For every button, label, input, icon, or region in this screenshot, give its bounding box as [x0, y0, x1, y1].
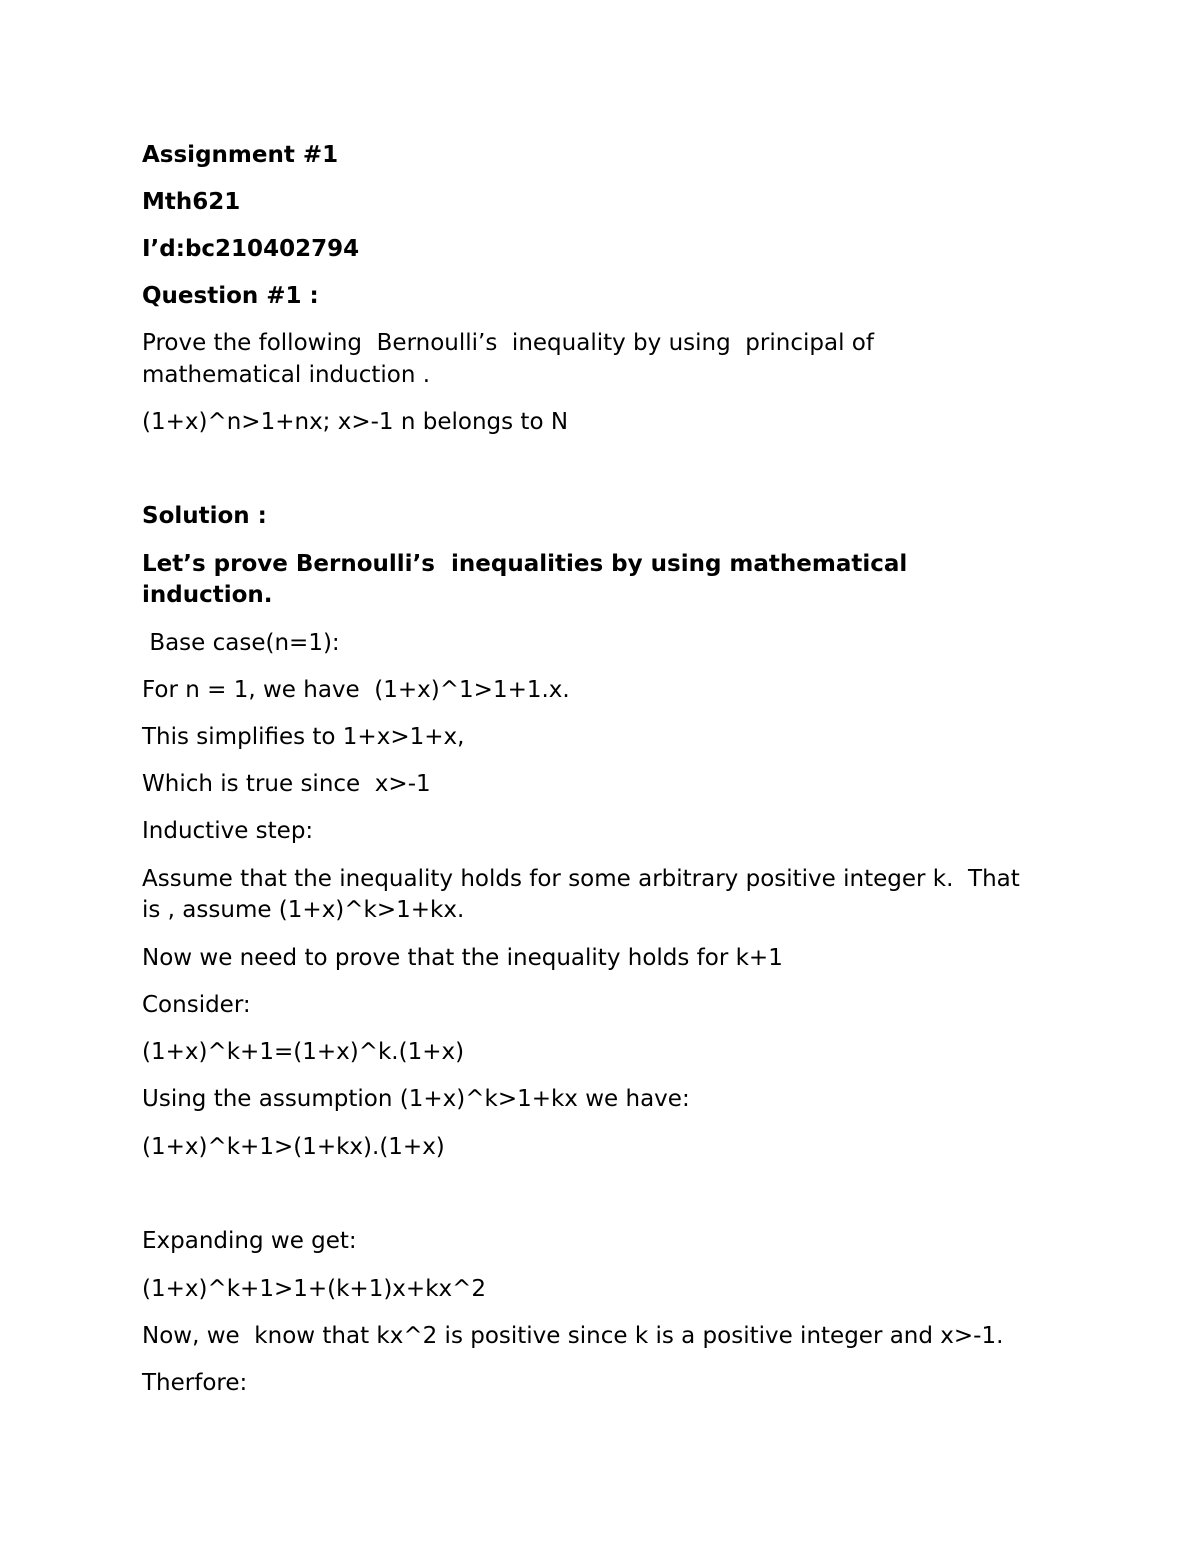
equation-2: (1+x)^k+1>(1+kx).(1+x): [142, 1134, 445, 1160]
base-case-line-3: Which is true since x>-1: [142, 771, 431, 797]
expanding-label: Expanding we get:: [142, 1228, 357, 1254]
base-case-line-2: This simplifies to 1+x>1+x,: [142, 724, 465, 750]
positive-note: Now, we know that kx^2 is positive since k is a positive integer and x>-1.: [142, 1323, 1004, 1349]
course-code: Mth621: [142, 189, 241, 215]
assume-line-1: Assume that the inequality holds for some arbitrary positive integer k. That: [142, 866, 1020, 892]
solution-intro-line-2: induction.: [142, 582, 273, 608]
assume-line-2: is , assume (1+x)^k>1+kx.: [142, 897, 465, 923]
inductive-step-label: Inductive step:: [142, 818, 314, 844]
inequality-statement: (1+x)^n>1+nx; x>-1 n belongs to N: [142, 409, 569, 435]
question-heading: Question #1 :: [142, 283, 319, 309]
using-assumption: Using the assumption (1+x)^k>1+kx we have:: [142, 1086, 690, 1112]
equation-1: (1+x)^k+1=(1+x)^k.(1+x): [142, 1039, 465, 1065]
student-id: I’d:bc210402794: [142, 236, 360, 262]
consider-label: Consider:: [142, 992, 251, 1018]
assignment-title: Assignment #1: [142, 142, 339, 168]
therefore-label: Therfore:: [142, 1370, 248, 1396]
base-case-label: Base case(n=1):: [142, 630, 340, 656]
equation-3: (1+x)^k+1>1+(k+1)x+kx^2: [142, 1276, 487, 1302]
solution-intro-line-1: Let’s prove Bernoulli’s inequalities by using mathematical: [142, 551, 908, 577]
question-text-line-2: mathematical induction .: [142, 362, 431, 388]
base-case-line-1: For n = 1, we have (1+x)^1>1+1.x.: [142, 677, 570, 703]
need-to-prove: Now we need to prove that the inequality holds for k+1: [142, 945, 783, 971]
solution-heading: Solution :: [142, 503, 267, 529]
question-text-line-1: Prove the following Bernoulli’s inequality by using principal of: [142, 330, 874, 356]
